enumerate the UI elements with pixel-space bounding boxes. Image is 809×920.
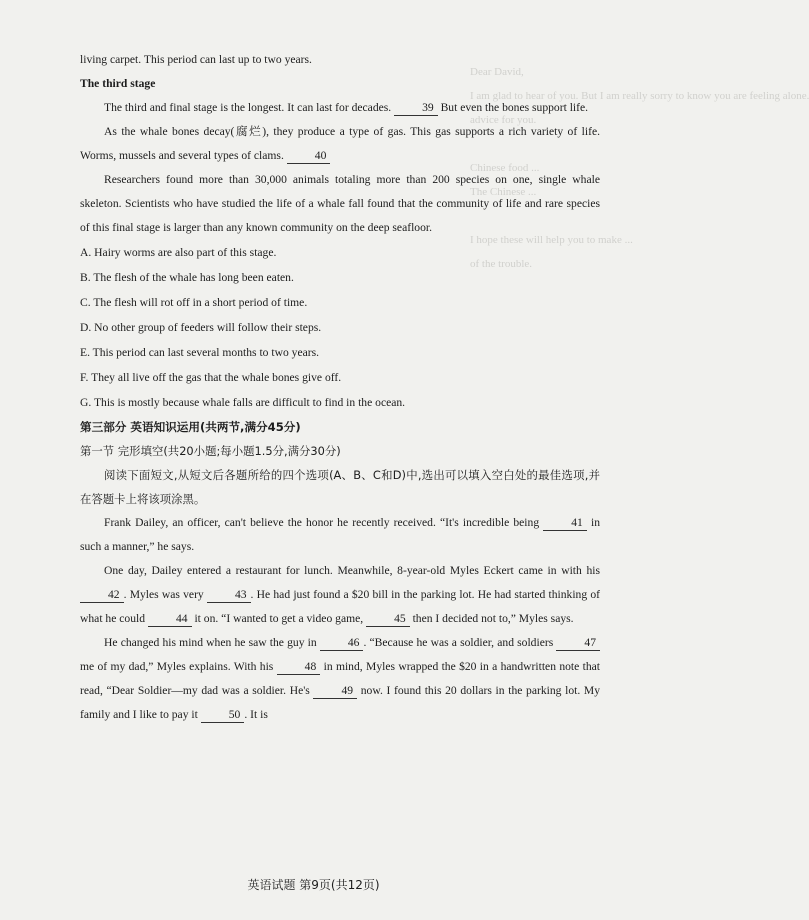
blank-44: 44 bbox=[148, 612, 192, 627]
cloze-paragraph-2: One day, Dailey entered a restaurant for lunch. Meanwhile, 8-year-old Myles Eckert came in with his 42 . Myles was very 43 . He had just found a $20 bill in the parking lot. He had started thinking of what he could 44 it on. “I wanted to get a video game, 45 then I decided not to,” Myles says. bbox=[80, 564, 601, 625]
blank-49: 49 bbox=[313, 684, 357, 699]
option-g: G. This is mostly because whale falls are difficult to find in the ocean. bbox=[80, 396, 406, 409]
blank-46: 46 bbox=[320, 636, 364, 651]
section1-title: 第一节 完形填空(共20小题;每小题1.5分,满分30分) bbox=[80, 444, 341, 458]
option-c: C. The flesh will rot off in a short period of time. bbox=[80, 296, 308, 309]
part3-title: 第三部分 英语知识运用(共两节,满分45分) bbox=[80, 420, 301, 434]
ghost-line: advice for you. bbox=[470, 114, 537, 126]
blank-41: 41 bbox=[543, 516, 587, 531]
ghost-line: Chinese food ... bbox=[470, 162, 540, 174]
page-content bbox=[80, 48, 600, 727]
ghost-line: of the trouble. bbox=[470, 258, 533, 270]
blank-40: 40 bbox=[287, 149, 331, 164]
option-f: F. They all live off the gas that the whale bones give off. bbox=[80, 371, 342, 384]
paragraph-third-stage: The third and final stage is the longest. It can last for decades. 39 But even the bones support life. bbox=[104, 101, 589, 114]
option-d: D. No other group of feeders will follow their steps. bbox=[80, 321, 322, 334]
blank-43: 43 bbox=[207, 588, 251, 603]
paragraph-bones-gas: As the whale bones decay(腐烂), they produce a type of gas. This gas supports a rich variety of life. Worms, mussels and several types of clams. 40 bbox=[80, 125, 600, 162]
ghost-line: Dear David, bbox=[470, 66, 524, 78]
ghost-line: The Chinese ... bbox=[470, 186, 537, 198]
option-b: B. The flesh of the whale has long been eaten. bbox=[80, 271, 294, 284]
ghost-line: I am glad to hear of you. But I am really sorry to know you are feeling alone. bbox=[470, 90, 809, 102]
blank-45: 45 bbox=[366, 612, 410, 627]
intro-line: living carpet. This period can last up to two years. bbox=[80, 53, 312, 66]
blank-48: 48 bbox=[277, 660, 321, 675]
option-a: A. Hairy worms are also part of this stage. bbox=[80, 246, 277, 259]
instructions: 阅读下面短文,从短文后各题所给的四个选项(A、B、C和D)中,选出可以填入空白处的最佳选项,并在答题卡上将该项涂黑。 bbox=[80, 468, 600, 506]
cloze-paragraph-1: Frank Dailey, an officer, can't believe the honor he recently received. “It's incredible being 41 in such a manner,” he says. bbox=[80, 516, 600, 553]
option-e: E. This period can last several months to two years. bbox=[80, 346, 320, 359]
section-heading: The third stage bbox=[80, 77, 156, 90]
blank-47: 47 bbox=[556, 636, 600, 651]
page-footer: 英语试题 第9页(共12页) bbox=[247, 878, 380, 892]
blank-50: 50 bbox=[201, 708, 245, 723]
blank-42: 42 bbox=[80, 588, 124, 603]
ghost-line: I hope these will help you to make ... bbox=[470, 234, 633, 246]
option-list bbox=[80, 240, 600, 415]
paragraph-researchers: Researchers found more than 30,000 animals totaling more than 200 species on one, single whale skeleton. Scientists who have studied the life of a whale fall found that the community of life and rare species of this final stage is larger than any known community on the deep seafloor. bbox=[80, 173, 600, 234]
cloze-paragraph-3: He changed his mind when he saw the guy in 46 . “Because he was a soldier, and soldiers 47 me of my dad,” Myles explains. With his 48 in mind, Myles wrapped the $20 in a handwritten note that read, “Dear Soldier—my dad was a soldier. He's 49 now. I found this 20 dollars in the parking lot. My family and I like to pay it 50 . It is bbox=[80, 636, 601, 721]
blank-39: 39 bbox=[394, 101, 438, 116]
